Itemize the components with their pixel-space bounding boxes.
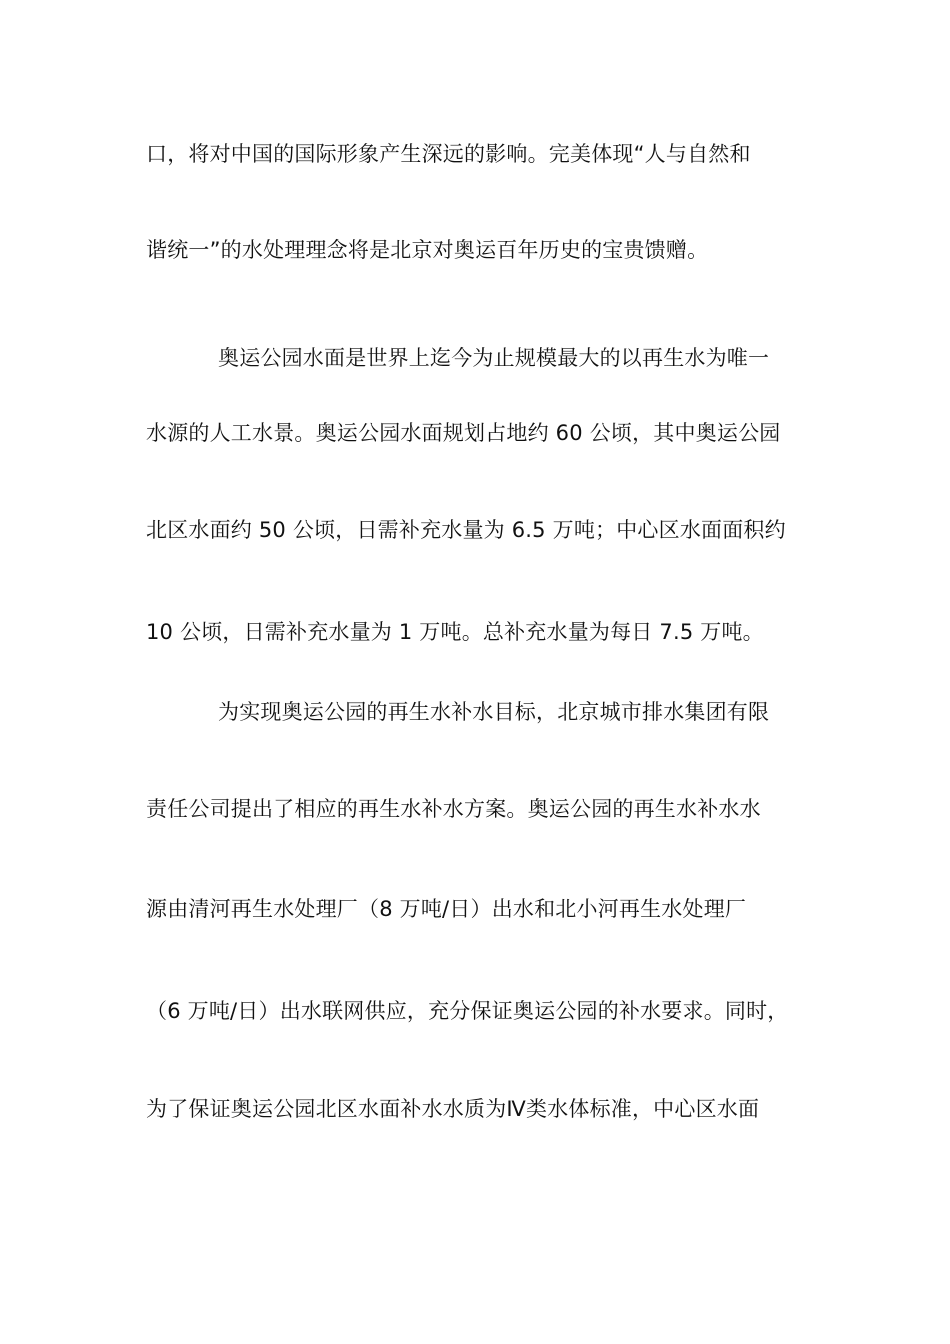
paragraph-start-line: 奥运公园水面是世界上迄今为止规模最大的以再生水为唯一 <box>218 346 770 370</box>
text-line-10: （6 万吨/日）出水联网供应，充分保证奥运公园的补水要求。同时， <box>146 999 789 1023</box>
text-line-5: 北区水面约 50 公顷，日需补充水量为 6.5 万吨；中心区水面面积约 <box>146 518 786 542</box>
text-line-6: 10 公顷，日需补充水量为 1 万吨。总补充水量为每日 7.5 万吨。 <box>146 620 764 644</box>
text-line-2: 谐统一”的水处理理念将是北京对奥运百年历史的宝贵馈赠。 <box>146 238 709 262</box>
text-line-8: 责任公司提出了相应的再生水补水方案。奥运公园的再生水补水水 <box>146 797 761 821</box>
text-line-4: 水源的人工水景。奥运公园水面规划占地约 60 公顷，其中奥运公园 <box>146 421 781 445</box>
text-line-11: 为了保证奥运公园北区水面补水水质为Ⅳ类水体标准，中心区水面 <box>146 1097 760 1121</box>
text-line-9: 源由清河再生水处理厂（8 万吨/日）出水和北小河再生水处理厂 <box>146 897 747 921</box>
paragraph-start-line: 为实现奥运公园的再生水补水目标，北京城市排水集团有限 <box>218 700 770 724</box>
text-line-1: 口，将对中国的国际形象产生深远的影响。完美体现“人与自然和 <box>146 142 751 166</box>
